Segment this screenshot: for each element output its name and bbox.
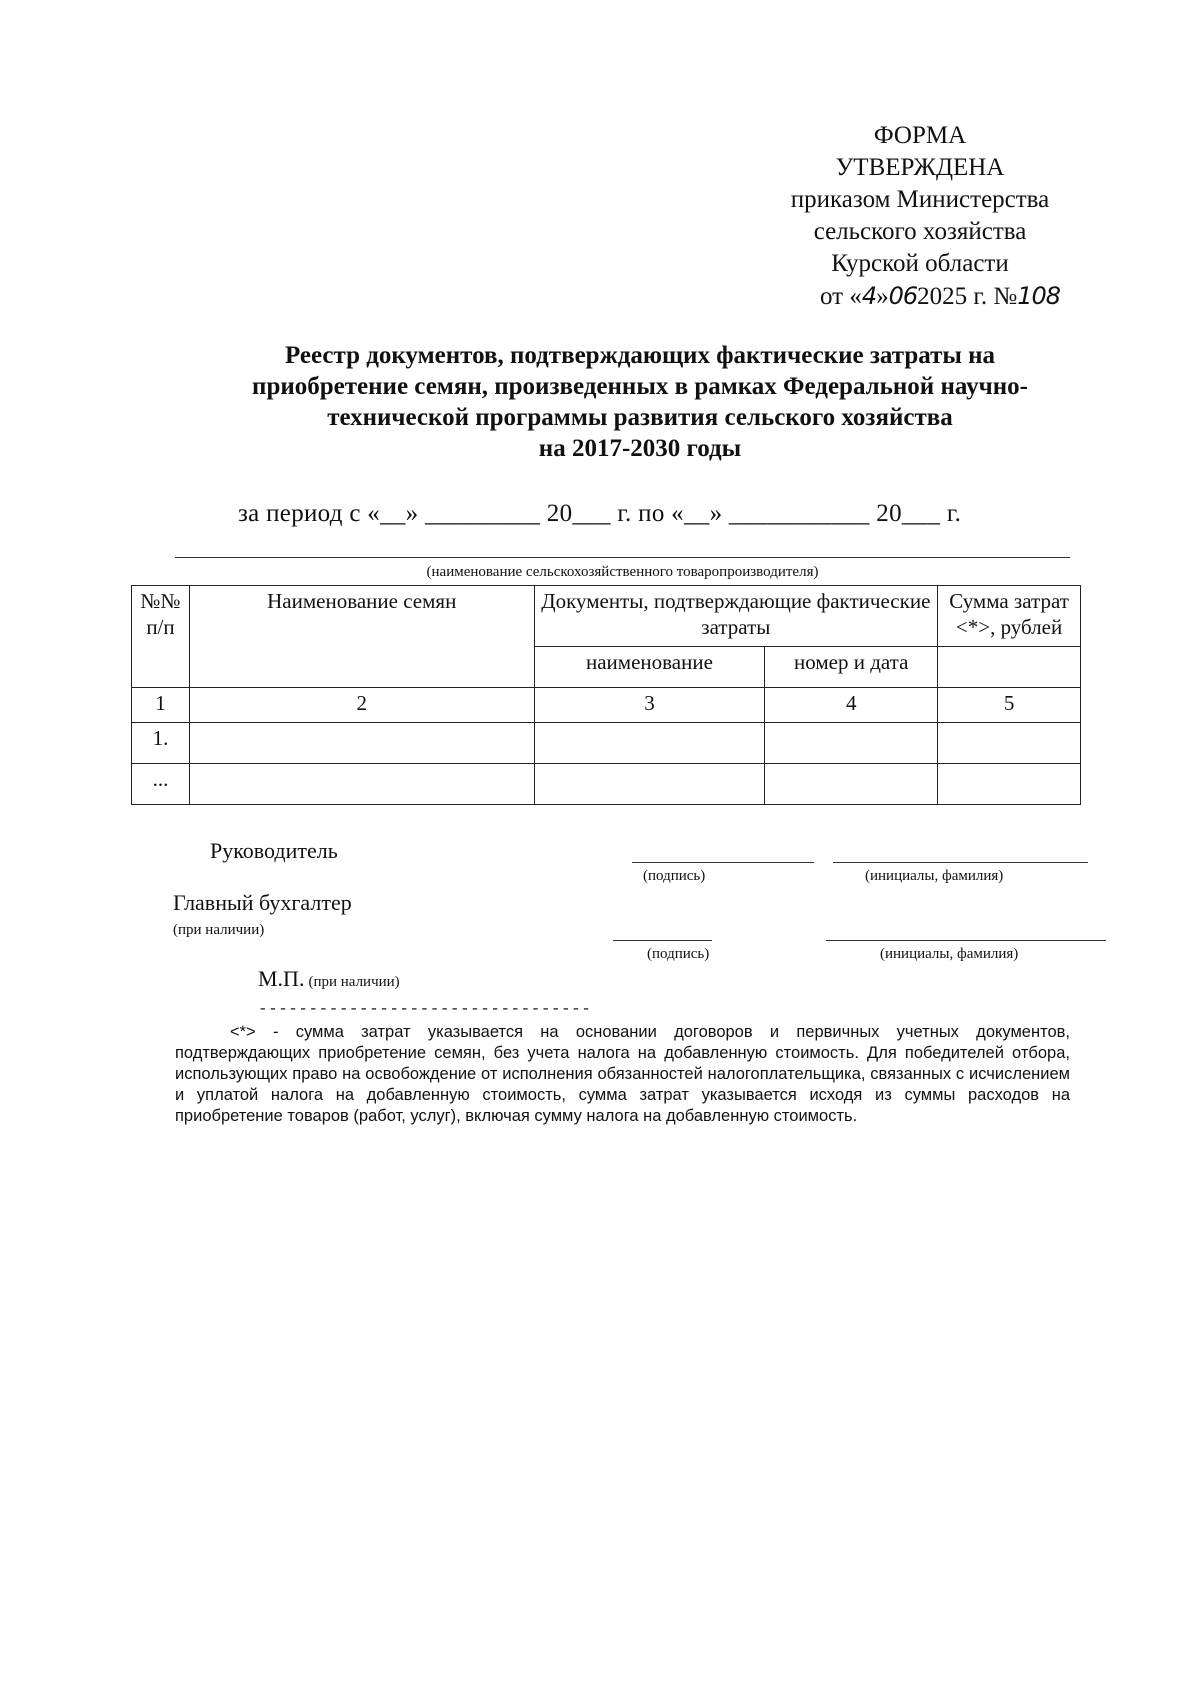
col-number: 1 [132, 688, 190, 723]
col-number: 2 [189, 688, 534, 723]
approval-form-label: ФОРМА [873, 122, 967, 149]
table-cell [189, 723, 534, 764]
footnote-text: <*> - сумма затрат указывается на основании договоров и первичных учетных документов, подтверждающих приобретение семян, без учета налога на добавленную стоимость. Для победителей отбора, использующих право на освобождение от исполнения обязанностей налогоплательщика, связанных с исчислением и уплатой налога на добавленную стоимость, сумма затрат указывается исходя из суммы расходов на приобретение товаров (работ, услуг), включая сумму налога на добавленную стоимость. [175, 1023, 1070, 1125]
approval-region-label: Курской области [831, 250, 1009, 277]
approval-stamp-block [740, 120, 1100, 313]
table-cell: ... [132, 764, 190, 805]
head-signature-caption: (подпись) [643, 868, 706, 884]
producer-caption: (наименование сельскохозяйственного товаропроизводителя) [426, 564, 819, 580]
table-row [132, 764, 1081, 805]
accountant-name-line [826, 940, 1106, 941]
approval-order-number: 108 [1017, 282, 1061, 310]
header-doc-name: наименование [534, 647, 765, 688]
header-seed-name: Наименование семян [189, 586, 534, 688]
col-number: 4 [765, 688, 938, 723]
head-name-caption: (инициалы, фамилия) [865, 868, 1004, 884]
title-line-2: приобретение семян, произведенных в рамках Федеральной научно- [252, 373, 1028, 400]
table-cell [765, 723, 938, 764]
accountant-label: Главный бухгалтер [173, 890, 352, 915]
footnote-separator: --------------------------------- [258, 1000, 592, 1018]
approval-ministry-label: сельского хозяйства [813, 218, 1027, 245]
approval-date-month: 06 [888, 282, 918, 310]
title-line-4: на 2017-2030 годы [538, 435, 742, 462]
table-row [132, 723, 1081, 764]
approval-date-mid: » [876, 283, 889, 310]
stamp-note: (при наличии) [308, 974, 400, 990]
header-sum: Сумма затрат <*>, рублей [938, 586, 1081, 647]
table-cell [938, 764, 1081, 805]
accountant-note: (при наличии) [173, 922, 265, 938]
header-sum-empty [938, 647, 1081, 688]
stamp-label: М.П. [258, 966, 305, 991]
document-title [180, 340, 1100, 464]
period-line: за период с «__» _________ 20___ г. по «__» ___________ 20___ г. [238, 500, 962, 527]
approval-date-day: 4 [861, 282, 877, 310]
accountant-signature-line [613, 940, 712, 941]
title-line-1: Реестр документов, подтверждающих фактические затраты на [284, 342, 996, 369]
column-number-row [132, 688, 1081, 723]
header-doc-number: номер и дата [765, 647, 938, 688]
accountant-signature-caption: (подпись) [647, 946, 710, 962]
table-cell [765, 764, 938, 805]
head-signature-line [632, 862, 814, 863]
approval-date-line [740, 280, 1100, 313]
col-number: 5 [938, 688, 1081, 723]
approval-date-prefix: от « [819, 283, 862, 310]
approval-order-label: приказом Министерства [790, 186, 1050, 213]
approval-approved-label: УТВЕРЖДЕНА [835, 154, 1005, 181]
header-documents: Документы, подтверждающие фактические затраты [534, 586, 938, 647]
stamp-line [258, 966, 400, 992]
table-cell [938, 723, 1081, 764]
table-cell [534, 723, 765, 764]
table-cell: 1. [132, 723, 190, 764]
table-header-row [132, 586, 1081, 647]
col-number: 3 [534, 688, 765, 723]
accountant-name-caption: (инициалы, фамилия) [880, 946, 1019, 962]
footnote [175, 1022, 1070, 1127]
table-cell [534, 764, 765, 805]
header-num: №№ п/п [132, 586, 190, 688]
head-label: Руководитель [210, 838, 338, 863]
registry-table [131, 585, 1081, 805]
title-line-3: технической программы развития сельского хозяйства [327, 404, 953, 431]
head-name-line [833, 862, 1088, 863]
approval-date-year: 2025 г. № [917, 283, 1018, 310]
table-cell [189, 764, 534, 805]
producer-name-line [175, 557, 1070, 558]
